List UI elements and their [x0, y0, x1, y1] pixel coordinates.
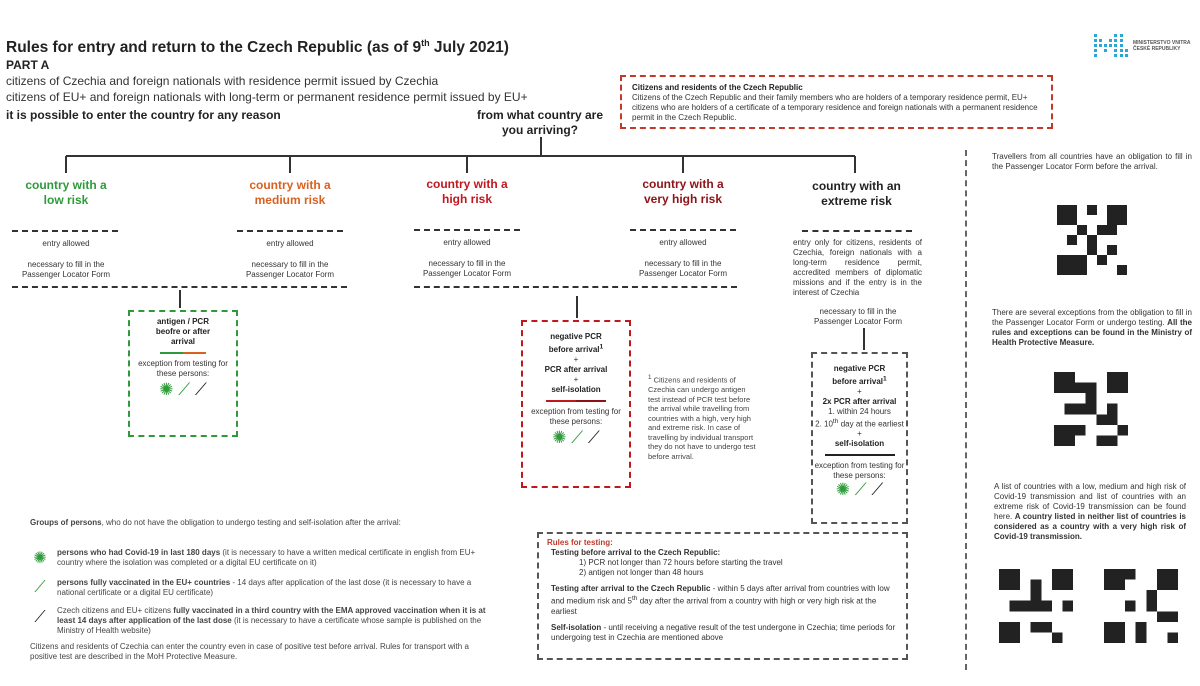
syringe-icon: ⟋: [194, 380, 207, 399]
page-title: Rules for entry and return to the Czech Republic (as of 9th July 2021): [6, 38, 509, 57]
category-high-risk: country with a high risk: [426, 177, 508, 206]
syringe-icon: ⟋: [587, 427, 600, 447]
divider: [414, 229, 520, 231]
test-box-high: negative PCR before arrival$^1$ + PCR after arrival + self-isolation exception from testing for these persons: ✺ ⟋ ⟋: [521, 320, 631, 488]
arrival-question: from what country are you arriving?: [476, 108, 604, 137]
plf-medium: necessary to fill in the Passenger Locator Form: [245, 260, 335, 279]
color-bar: [825, 454, 895, 456]
positive-test-note: Citizens and residents of Czechia can enter the country even in case of positive test before arrival. Rules for transport with a positive test are described in the MoH Protective Measure.: [30, 642, 469, 661]
country-lists-text: A list of countries with a low, medium and high risk of Covid-19 transmission and list of countries with an extreme risk of Covid-19 transmission can be found here. A country listed in neither list of countries is considered as a country with a very high risk of Covid-19 transmission.: [994, 482, 1186, 541]
category-medium-risk: country with a medium risk: [249, 178, 331, 207]
test-box-extreme: negative PCR before arrival$^1$ + 2x PCR after arrival 1. within 24 hours 2. 10th day at the earliest + self-isolation exception from testing for these persons: ✺ ⟋ ⟋: [811, 352, 908, 524]
divider: [414, 286, 737, 288]
qr-code-icon[interactable]: [999, 569, 1073, 643]
virus-icon: ✺: [159, 380, 174, 399]
category-very-high-risk: country with a very high risk: [642, 177, 724, 206]
plf-extreme: necessary to fill in the Passenger Locator Form: [813, 307, 903, 326]
intro-line-3: it is possible to enter the country for any reason: [6, 108, 281, 122]
ministry-logo-text: MINISTERSTVO VNITRA ČESKÉ REPUBLIKY: [1133, 40, 1191, 52]
divider: [630, 229, 736, 231]
plf-very-high: necessary to fill in the Passenger Locator Form: [638, 259, 728, 278]
syringe-icon: ⟋: [871, 480, 884, 500]
qr-code-icon[interactable]: [1057, 205, 1127, 275]
divider: [802, 230, 912, 232]
citizens-residents-box: Citizens and residents of the Czech Republic Citizens of the Czech Republic and their family members who are holders of a temporary residence permit, EU+ citizens who are holders of a certificate of a temporary residence and foreign nationals with a permanent residence permit in the Czech Republic.: [620, 75, 1053, 129]
plf-high: necessary to fill in the Passenger Locator Form: [422, 259, 512, 278]
exceptions-text: There are several exceptions from the obligation to fill in the Passenger Locator Form or undergo testing. All the rules and exceptions can be found in the Ministry of Health Protective Measure.: [992, 308, 1192, 347]
virus-icon: ✺: [835, 480, 850, 500]
entry-allowed-medium: entry allowed: [266, 239, 314, 248]
group-item-eu-vaccinated: persons fully vaccinated in the EU+ countries - 14 days after application of the last dose (it is necessary to have a national certificate or a digital EU certificate): [57, 578, 472, 597]
qr-code-icon[interactable]: [1104, 569, 1178, 643]
entry-extreme: entry only for citizens, residents of Czechia, foreign nationals with a long-term residence permit, accredited members of diplomatic missions and if the entry is in the interest of Czechia: [793, 238, 922, 297]
divider: [12, 230, 118, 232]
entry-allowed-high: entry allowed: [443, 238, 491, 247]
group-item-third-country-vaccinated: Czech citizens and EU+ citizens fully vaccinated in a third country with the EMA approved vaccination when it is at least 14 days after application of the last dose (it is necessary to have a certificate whose sample is published on the Ministry of Health website): [57, 606, 486, 635]
rules-for-testing-box: Rules for testing: Testing before arrival to the Czech Republic: 1) PCR not longer than 72 hours before starting the travel 2) antigen not longer than 48 hours Testing after arrival to the Czech Republic - within 5 days after arrival from countries with low and medium risk and 5th day after the arrival from a country with high or very high risk at the earliest Self-isolation - until receiving a negative result of the test undergone in Czechia; time periods for undergoing test in Czechia are mentioned above: [537, 532, 908, 660]
entry-allowed-very-high: entry allowed: [659, 238, 707, 247]
category-low-risk: country with a low risk: [25, 178, 107, 207]
virus-icon: ✺: [33, 550, 47, 567]
divider: [12, 286, 347, 288]
entry-allowed-low: entry allowed: [42, 239, 90, 248]
syringe-icon: ⟋: [34, 579, 46, 596]
intro-line-1: citizens of Czechia and foreign nationals with residence permit issued by Czechia: [6, 74, 439, 88]
divider: [237, 230, 343, 232]
syringe-icon: ⟋: [854, 480, 867, 500]
test-box-low-medium: antigen / PCR beofre or after arrival exception from testing for these persons: ✺ ⟋ ⟋: [128, 310, 238, 437]
syringe-icon: ⟋: [178, 380, 191, 399]
plf-obligation-text: Travellers from all countries have an obligation to fill in the Passenger Locator Form before the arrival.: [992, 152, 1192, 171]
footnote-antigen: $^1$ Citizens and residents of Czechia can undergo antigen test instead of PCR test before the arrival while travelling from countries with a high, very high and extreme risk. In case of travelling by individual transport they do not have to undergo test before arrival.: [648, 374, 756, 461]
part-label: PART A: [6, 58, 50, 72]
right-column-divider: [965, 150, 967, 670]
intro-line-2: citizens of EU+ and foreign nationals with long-term or permanent residence permit issued by EU+: [6, 90, 528, 104]
qr-code-icon[interactable]: [1054, 372, 1128, 446]
color-bar: [160, 352, 206, 354]
syringe-icon: ⟋: [571, 427, 584, 447]
group-item-covid-recovered: persons who had Covid-19 in last 180 days (it is necessary to have a written medical certificate in english from EU+ country where the isolation was completed or a digital EU certificate on it): [57, 548, 476, 567]
category-extreme-risk: country with an extreme risk: [812, 179, 901, 208]
virus-icon: ✺: [552, 427, 567, 447]
groups-title: Groups of persons, who do not have the obligation to undergo testing and self-isolation after the arrival:: [30, 518, 401, 527]
color-bar: [546, 400, 606, 402]
syringe-icon: ⟋: [34, 609, 46, 626]
plf-low: necessary to fill in the Passenger Locator Form: [21, 260, 111, 279]
